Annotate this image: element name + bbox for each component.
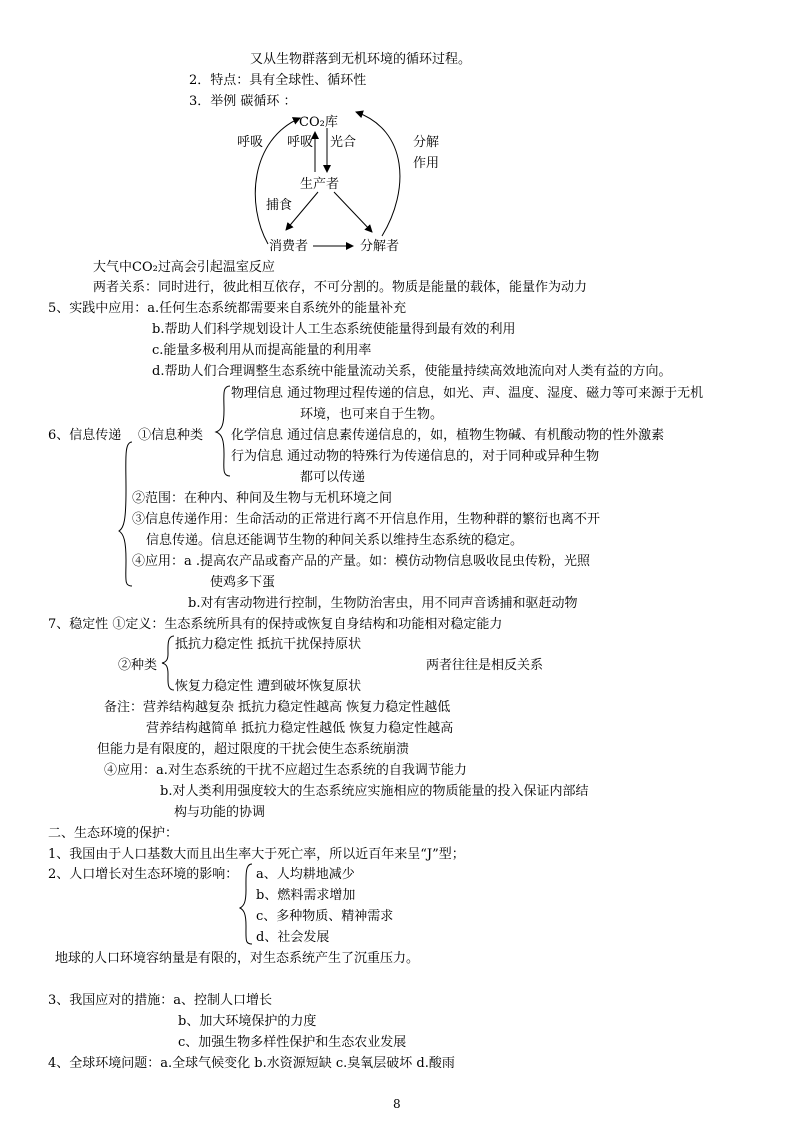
- list-item: b、燃料需求增加: [256, 888, 356, 903]
- respiration-label: 呼吸: [237, 135, 264, 150]
- text-line: ②范围：在种内、种间及生物与无机环境之间: [132, 491, 393, 506]
- text-line: 地球的人口环境容纳量是有限的，对生态系统产生了沉重压力。: [55, 951, 420, 966]
- text-line: 3、我国应对的措施：a、控制人口增长: [48, 993, 273, 1008]
- text-line: 5、实践中应用：a.任何生态系统都需要来自系统外的能量补充: [48, 301, 407, 316]
- list-item: b、加大环境保护的力度: [178, 1014, 317, 1029]
- text-line: 信息传递。信息还能调节生物的种间关系以维持生态系统的稳定。: [146, 533, 524, 548]
- text-line: 恢复力稳定性 遭到破坏恢复原状: [175, 679, 362, 694]
- text-line: 物理信息 通过物理过程传递的信息，如光、声、温度、湿度、磁力等可来源于无机: [231, 386, 704, 401]
- producer-node: 生产者: [300, 177, 340, 192]
- text-line: 使鸡多下蛋: [210, 575, 276, 590]
- text-line: b.对有害动物进行控制，生物防治害虫，用不同声音诱捕和驱赶动物: [188, 596, 578, 611]
- text-line: 2、人口增长对生态环境的影响：: [48, 867, 239, 882]
- page-number: 8: [393, 1097, 401, 1111]
- text-line: 都可以传递: [300, 470, 366, 485]
- text-line: 1、我国由于人口基数大而且出生率大于死亡率，所以近百年来呈“J”型；: [48, 847, 465, 862]
- text-line: 4、全球环境问题：a.全球气候变化 b.水资源短缺 c.臭氧层破坏 d.酸雨: [48, 1056, 455, 1071]
- text-line: b.帮助人们科学规划设计人工生态系统使能量得到最有效的利用: [152, 322, 516, 337]
- brace-section-6: [119, 442, 132, 586]
- decomposition-label: 分解: [413, 135, 440, 150]
- text-line: 行为信息 通过动物的特殊行为传递信息的，对于同种或异种生物: [231, 449, 600, 464]
- list-item: d、社会发展: [256, 930, 330, 945]
- text-line: 大气中CO₂过高会引起温室反应: [93, 260, 275, 275]
- text-line: ④应用：a.对生态系统的干扰不应超过生态系统的自我调节能力: [104, 763, 467, 778]
- text-line: c.能量多极利用从而提高能量的利用率: [152, 343, 372, 358]
- text-line: ④应用：a .提高农产品或畜产品的产量。如：模仿动物信息吸收昆虫传粉，光照: [132, 554, 591, 569]
- brace-population-impact: [240, 864, 252, 944]
- text-line: d.帮助人们合理调整生态系统中能量流动关系，使能量持续高效地流向对人类有益的方向。: [152, 364, 672, 379]
- text-line: ②种类: [118, 658, 158, 673]
- decomposition-label: 作用: [413, 156, 440, 171]
- co2-pool-label: CO₂库: [299, 115, 338, 130]
- text-line: b.对人类利用强度较大的生态系统应实施相应的物质能量的投入保证内部结: [160, 784, 589, 799]
- text-line: 化学信息 通过信息素传递信息的，如，植物生物碱、有机酸动物的性外激素: [231, 428, 665, 443]
- text-line: ①信息种类: [138, 428, 204, 443]
- text-line: 3．举例 碳循环 ：: [189, 94, 297, 109]
- text-line: 7、稳定性 ①定义：生态系统所具有的保持或恢复自身结构和功能相对稳定能力: [48, 617, 503, 632]
- text-line: 营养结构越简单 抵抗力稳定性越低 恢复力稳定性越高: [146, 721, 454, 736]
- text-line: 两者往往是相反关系: [426, 658, 544, 673]
- list-item: a、人均耕地减少: [256, 867, 355, 882]
- predation-label: 捕食: [266, 198, 293, 213]
- list-item: c、加强生物多样性保护和生态农业发展: [178, 1035, 407, 1050]
- text-line: 两者关系：同时进行，彼此相互依存，不可分割的。物质是能量的载体，能量作为动力: [93, 280, 588, 295]
- photosynthesis-label: 光合: [330, 135, 357, 150]
- text-line: 2．特点：具有全球性、循环性: [189, 73, 367, 88]
- brace-info-types: [216, 386, 230, 476]
- respiration-label: 呼吸: [287, 135, 314, 150]
- section-heading: 二、生态环境的保护：: [48, 826, 179, 841]
- text-line: ③信息传递作用：生命活动的正常进行离不开信息作用，生物种群的繁衍也离不开: [132, 512, 601, 527]
- list-item: c、多种物质、精神需求: [256, 909, 394, 924]
- text-line: 但能力是有限度的，超过限度的干扰会使生态系统崩溃: [97, 742, 410, 757]
- brace-stability-types: [162, 636, 174, 690]
- text-line: 备注：营养结构越复杂 抵抗力稳定性越高 恢复力稳定性越低: [104, 700, 451, 715]
- consumer-node: 消费者: [269, 239, 309, 254]
- text-line: 环境，也可来自于生物。: [300, 407, 444, 422]
- text-line: 抵抗力稳定性 抵抗干扰保持原状: [175, 637, 362, 652]
- text-line: 又从生物群落到无机环境的循环过程。: [250, 52, 472, 67]
- text-line: 构与功能的协调: [174, 805, 266, 820]
- text-line: 6、信息传递: [48, 428, 122, 443]
- decomposer-node: 分解者: [360, 239, 400, 254]
